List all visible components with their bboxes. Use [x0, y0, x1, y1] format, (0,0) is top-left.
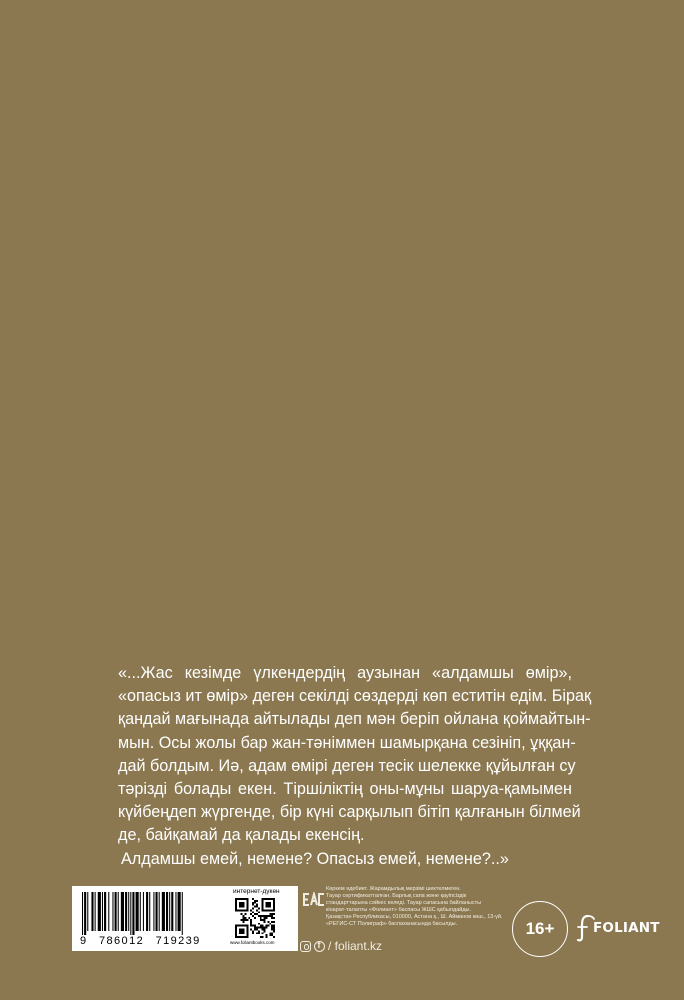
blurb-text: [118, 662, 592, 871]
publisher-logo: [576, 913, 660, 943]
legal-line: «РЕГИС-СТ Полиграф» баспаханасында басылды.: [326, 921, 458, 928]
qr-url: www.foliantbooks.com: [230, 940, 275, 945]
isbn-prefix: 9: [80, 935, 88, 947]
social-handle[interactable]: / foliant.kz: [328, 939, 383, 953]
instagram-icon[interactable]: [300, 941, 311, 952]
blurb-line: тәрізді болады екен. Тіршіліктің оны-мұны шаруа-қамымен: [118, 780, 572, 799]
blurb-line: қандай мағынада айтылады деп мән беріп ойлана қоймайтын-: [118, 710, 591, 729]
qr-label: интернет-дүкен: [233, 888, 280, 895]
qr-code[interactable]: [235, 898, 275, 938]
legal-line: кінарат-талапты «Фолиант» баспасы ЖШС қабылдайды.: [326, 907, 472, 914]
legal-info: [326, 886, 506, 929]
barcode-panel: [72, 886, 298, 951]
isbn-number: [80, 935, 208, 947]
isbn-group-2: 719239: [155, 935, 201, 947]
legal-line: Қазақстан Республикасы, 010000, Астана қ., Ш. Айманов көш., 13-үй.: [326, 914, 503, 921]
social-links: [300, 939, 382, 953]
barcode: [82, 892, 226, 935]
blurb-line: де, байқамай да қалады екенсің.: [118, 826, 365, 845]
publisher-name: FOLIANT: [593, 920, 660, 936]
legal-line: стандарттарына сәйкес келеді. Тауар сапасына байланысты: [326, 900, 482, 907]
legal-line: Тауар сертификатталған. Барлық сапа және қауіпсіздік: [326, 893, 467, 900]
blurb-line: «опасыз ит өмір» деген секілді сөздерді көп еститін едім. Бірақ: [118, 687, 592, 706]
isbn-group-1: 786012: [99, 935, 145, 947]
blurb-line: дай болдым. Иә, адам өмірі деген тесік шелекке құйылған су: [118, 756, 576, 775]
blurb-line: «...Жас кезімде үлкендердің аузынан «алдамшы өмір»,: [118, 664, 572, 682]
blurb-line: күйбеңдеп жүргенде, бір күні сарқылып бітіп қалғанын білмей: [118, 803, 581, 822]
blurb-final-line: Алдамшы емей, немене? Опасыз емей, немене?..»: [121, 849, 509, 868]
age-rating-badge: 16+: [512, 901, 568, 957]
facebook-icon[interactable]: [314, 941, 325, 952]
blurb-line: мын. Осы жолы бар жан-тәніммен шамырқана сезініп, ұққан-: [118, 733, 576, 752]
eac-mark-icon: [303, 892, 325, 907]
legal-line: Көркем әдебиет. Жарамдылық мерзімі шектелмеген.: [326, 886, 461, 892]
